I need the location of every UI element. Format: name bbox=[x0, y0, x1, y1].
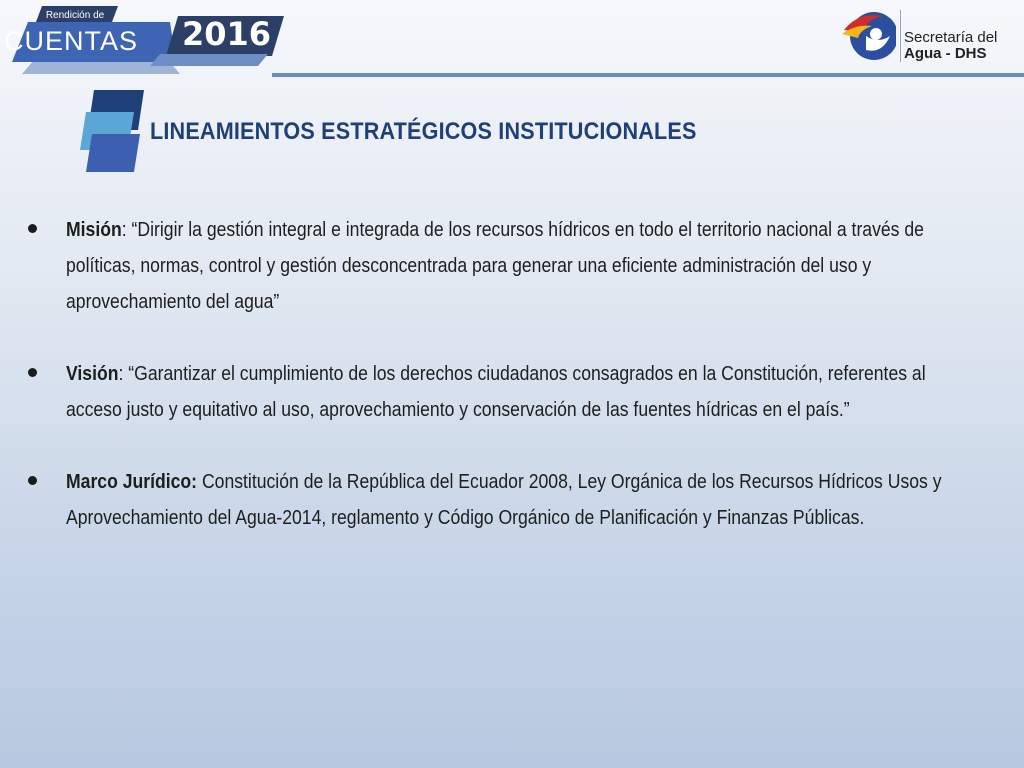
bullet-icon bbox=[28, 224, 37, 233]
bullet-icon bbox=[28, 368, 37, 377]
list-item-vision bbox=[24, 356, 994, 428]
badge-main-label: CUENTAS bbox=[4, 26, 139, 56]
list-item-text bbox=[66, 464, 981, 536]
item-body: “Garantizar el cumplimiento de los derechos ciudadanos consagrados en la Constitución, referentes al acceso justo y equitativo al uso, aprovechamiento y conservación de las fuentes hídricas en el país.” bbox=[66, 363, 926, 421]
water-drop-logo-icon bbox=[836, 6, 896, 66]
item-label: Visión bbox=[66, 363, 119, 385]
strategic-guidelines-list bbox=[24, 212, 994, 572]
item-separator: : bbox=[118, 363, 129, 385]
list-item-text bbox=[66, 356, 981, 428]
title-decoration-icon bbox=[80, 90, 144, 172]
list-item-mision bbox=[24, 212, 994, 320]
header-rule bbox=[272, 73, 1024, 77]
bullet-icon bbox=[28, 476, 37, 485]
rendicion-cuentas-badge bbox=[0, 0, 290, 80]
list-item-marco-juridico bbox=[24, 464, 994, 536]
item-separator: : bbox=[121, 219, 132, 241]
institution-logo bbox=[836, 6, 1024, 66]
badge-year: 2016 bbox=[182, 15, 272, 53]
org-name-line2: Agua - DHS bbox=[904, 45, 987, 62]
item-body: Constitución de la República del Ecuador 2008, Ley Orgánica de los Recursos Hídricos Usos y Aprovechamiento del Agua-2014, reglamento y Código Orgánico de Planificación y Finanzas Públicas. bbox=[66, 471, 942, 529]
org-name-line1: Secretaría del bbox=[904, 29, 998, 46]
logo-divider bbox=[900, 10, 901, 62]
item-body: “Dirigir la gestión integral e integrada de los recursos hídricos en todo el territorio nacional a través de políticas, normas, control y gestión desconcentrada para generar una eficiente administración del uso y aprovechamiento del agua” bbox=[66, 219, 924, 313]
list-item-text bbox=[66, 212, 981, 320]
item-label: Misión bbox=[66, 219, 122, 241]
item-label: Marco Jurídico: bbox=[66, 471, 198, 493]
badge-small-label: Rendición de bbox=[45, 10, 105, 21]
page-title: LINEAMIENTOS ESTRATÉGICOS INSTITUCIONALES bbox=[150, 118, 697, 145]
